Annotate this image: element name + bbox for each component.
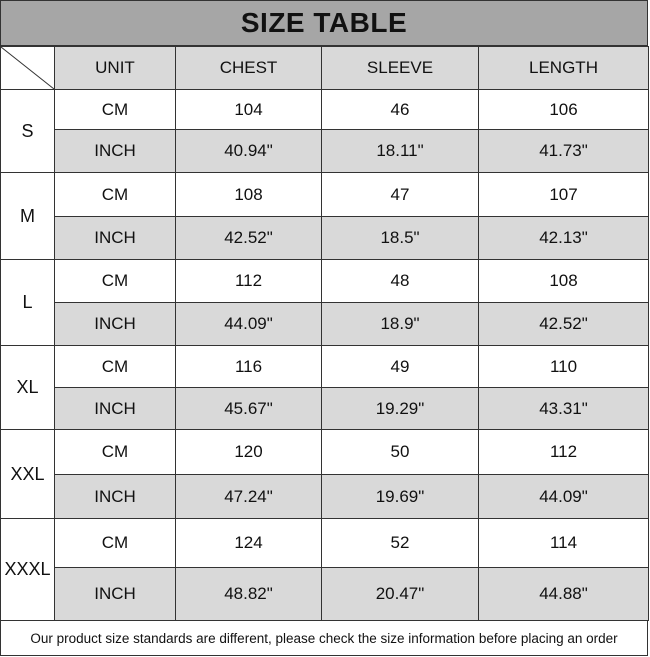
size-table	[0, 46, 649, 621]
header-row	[1, 47, 649, 90]
cell-unit: INCH	[55, 388, 176, 430]
table-row	[1, 519, 649, 568]
cell-length: 42.13"	[479, 217, 649, 260]
cell-unit: CM	[55, 519, 176, 568]
size-label: XXXL	[1, 519, 55, 621]
size-label: L	[1, 260, 55, 346]
cell-sleeve: 52	[322, 519, 479, 568]
cell-chest: 47.24"	[176, 475, 322, 519]
cell-sleeve: 18.11"	[322, 130, 479, 173]
cell-sleeve: 19.29"	[322, 388, 479, 430]
cell-length: 108	[479, 260, 649, 303]
cell-unit: CM	[55, 346, 176, 388]
cell-unit: INCH	[55, 130, 176, 173]
cell-unit: INCH	[55, 303, 176, 346]
cell-chest: 104	[176, 90, 322, 130]
header-sleeve: SLEEVE	[322, 47, 479, 90]
cell-chest: 45.67"	[176, 388, 322, 430]
cell-unit: CM	[55, 173, 176, 217]
table-row	[1, 388, 649, 430]
size-label: S	[1, 90, 55, 173]
table-row	[1, 173, 649, 217]
header-chest: CHEST	[176, 47, 322, 90]
cell-chest: 116	[176, 346, 322, 388]
cell-sleeve: 18.5"	[322, 217, 479, 260]
cell-length: 44.88"	[479, 568, 649, 621]
cell-unit: CM	[55, 90, 176, 130]
header-unit: UNIT	[55, 47, 176, 90]
cell-chest: 120	[176, 430, 322, 475]
size-label: XXL	[1, 430, 55, 519]
table-row	[1, 430, 649, 475]
cell-chest: 108	[176, 173, 322, 217]
table-row	[1, 475, 649, 519]
footer-note: Our product size standards are different, please check the size information before placing an order	[0, 620, 648, 656]
cell-chest: 48.82"	[176, 568, 322, 621]
cell-unit: INCH	[55, 475, 176, 519]
table-row	[1, 217, 649, 260]
table-row	[1, 303, 649, 346]
cell-chest: 42.52"	[176, 217, 322, 260]
cell-sleeve: 20.47"	[322, 568, 479, 621]
cell-sleeve: 47	[322, 173, 479, 217]
diagonal-corner-cell	[1, 47, 55, 90]
page-title: SIZE TABLE	[0, 0, 648, 46]
cell-chest: 44.09"	[176, 303, 322, 346]
cell-unit: INCH	[55, 217, 176, 260]
cell-chest: 124	[176, 519, 322, 568]
cell-sleeve: 46	[322, 90, 479, 130]
cell-length: 114	[479, 519, 649, 568]
cell-length: 41.73"	[479, 130, 649, 173]
cell-sleeve: 48	[322, 260, 479, 303]
table-row	[1, 260, 649, 303]
cell-length: 44.09"	[479, 475, 649, 519]
cell-sleeve: 18.9"	[322, 303, 479, 346]
header-length: LENGTH	[479, 47, 649, 90]
size-label: M	[1, 173, 55, 260]
table-row	[1, 90, 649, 130]
cell-length: 112	[479, 430, 649, 475]
diagonal-line-icon	[1, 47, 54, 89]
table-row	[1, 130, 649, 173]
cell-length: 43.31"	[479, 388, 649, 430]
cell-sleeve: 50	[322, 430, 479, 475]
cell-unit: CM	[55, 430, 176, 475]
cell-length: 42.52"	[479, 303, 649, 346]
cell-chest: 112	[176, 260, 322, 303]
cell-length: 106	[479, 90, 649, 130]
cell-unit: CM	[55, 260, 176, 303]
cell-chest: 40.94"	[176, 130, 322, 173]
cell-sleeve: 49	[322, 346, 479, 388]
cell-unit: INCH	[55, 568, 176, 621]
cell-sleeve: 19.69"	[322, 475, 479, 519]
table-row	[1, 568, 649, 621]
size-label: XL	[1, 346, 55, 430]
table-row	[1, 346, 649, 388]
cell-length: 110	[479, 346, 649, 388]
cell-length: 107	[479, 173, 649, 217]
